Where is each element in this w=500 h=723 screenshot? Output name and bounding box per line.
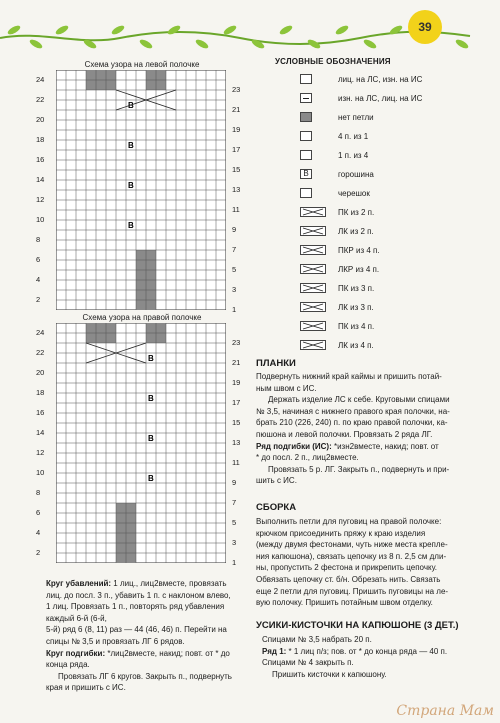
text-line: 5-й) ряд 6 (8, 11) раз — 44 (46, 46) п. Перейти на — [46, 625, 227, 635]
row-number-left: 22 — [36, 348, 45, 357]
cross-right-2-symbol — [300, 207, 326, 217]
row-number-left: 20 — [36, 115, 45, 124]
row-number-right: 7 — [232, 498, 237, 507]
no-stitch-symbol — [300, 112, 312, 122]
legend-item — [300, 110, 374, 124]
text-line: Подвернуть нижний край каймы и пришить потай- — [256, 372, 442, 381]
row-number-left: 14 — [36, 428, 45, 437]
row-number-left: 4 — [36, 528, 41, 537]
text-line: Пришить кисточки к капюшону. — [272, 669, 387, 679]
row-number-left: 8 — [36, 235, 41, 244]
legend-label: горошина — [338, 169, 374, 179]
legend-label: черешок — [338, 188, 370, 198]
text-line: спицы № 3,5 и провязать ЛГ 6 рядов. — [46, 636, 185, 646]
row-number-left: 12 — [36, 195, 45, 204]
text-line — [256, 441, 496, 453]
svg-text:B: B — [128, 181, 134, 190]
legend-label: ЛК из 3 п. — [338, 302, 374, 312]
text-line: края и пришить с ИС. — [46, 683, 126, 693]
legend-item — [300, 262, 379, 276]
cross-right-4-symbol — [300, 321, 326, 331]
legend-label: изн. на ЛС, лиц. на ИС — [338, 93, 423, 103]
legend-label: ПКР из 4 п. — [338, 245, 380, 255]
cross-right-3-symbol — [300, 283, 326, 293]
text-line: ния капюшона), связать цепочку из 8 п. 2,5 см дли- — [256, 551, 447, 561]
planki-body — [256, 371, 496, 487]
row-number-right: 13 — [232, 438, 241, 447]
svg-text:B: B — [148, 474, 154, 483]
row-number-right: 1 — [232, 305, 237, 314]
text-line: брать 210 (226, 240) п. по краю правой полочки, ка- — [256, 418, 448, 428]
svg-text:B: B — [128, 101, 134, 110]
legend-label: ЛК из 4 п. — [338, 340, 374, 350]
legend-title: УСЛОВНЫЕ ОБОЗНАЧЕНИЯ — [275, 57, 391, 66]
legend-item — [300, 129, 368, 143]
text-line: вую полочку. Пришить потайным швом отделку. — [256, 598, 433, 608]
usiki-heading: УСИКИ-КИСТОЧКИ НА КАПЮШОНЕ (3 ДЕТ.) — [256, 620, 459, 631]
legend-label: нет петли — [338, 112, 374, 122]
legend-label: лиц. на ЛС, изн. на ИС — [338, 74, 423, 84]
legend-label: ПК из 4 п. — [338, 321, 375, 331]
row-text: * 1 лиц п/з; пов. от * до конца ряда — 40 п. — [286, 646, 448, 656]
row-number-left: 2 — [36, 548, 41, 557]
text-line: Обвязать цепочку ст. б/н. Обрезать нить. Связать — [256, 574, 441, 584]
text-line: Держать изделие ЛС к себе. Круговыми спицами — [268, 395, 450, 405]
row-number-left: 16 — [36, 155, 45, 164]
row-number-right: 23 — [232, 338, 241, 347]
row-number-right: 19 — [232, 378, 241, 387]
text-line: Спицами № 4 закрыть п. — [262, 658, 354, 668]
text-line: еще 2 петли для пуговиц. Пришить пуговицы на ле- — [256, 586, 449, 596]
row-number-right: 15 — [232, 418, 241, 427]
bobble-symbol: B — [300, 169, 312, 179]
text-line: 1 лиц. Провязать 1 п., повторять ряд убавления каждый 6-й (6-й, — [46, 602, 225, 623]
legend-item — [300, 205, 374, 219]
text-line: шить с ИС. — [256, 476, 297, 486]
legend-label: ЛК из 2 п. — [338, 226, 374, 236]
row-number-right: 7 — [232, 245, 237, 254]
row-number-right: 11 — [232, 458, 240, 467]
legend-item — [300, 186, 370, 200]
row-number-right: 15 — [232, 165, 241, 174]
text-line: ным швом с ИС. — [256, 383, 317, 393]
row-text: *изн2вместе, накид; повт. от — [331, 441, 439, 451]
row-number-left: 24 — [36, 75, 45, 84]
text-line: лиц. до посл. 3 п., убавить 1 п. с наклоном влево, — [46, 590, 231, 600]
row-number-right: 19 — [232, 125, 241, 134]
krug-ubav-body — [46, 578, 251, 694]
row-number-left: 10 — [36, 468, 45, 477]
row-label: Круг убавлений: — [46, 579, 112, 588]
cross-left-2-symbol — [300, 226, 326, 236]
stem-symbol — [300, 188, 312, 198]
row-number-left: 2 — [36, 295, 41, 304]
legend-item — [300, 243, 380, 257]
legend-label: ЛКР из 4 п. — [338, 264, 380, 274]
text-line: крючком присоединить пряжу к краю изделия — [256, 528, 426, 538]
text-line: Провязать 5 р. ЛГ. Закрыть п., подвернуть и при- — [268, 464, 450, 474]
row-number-left: 16 — [36, 408, 45, 417]
row-number-right: 9 — [232, 478, 237, 487]
row-number-right: 5 — [232, 518, 237, 527]
row-number-left: 8 — [36, 488, 41, 497]
row-label: Ряд подгибки (ИС): — [256, 441, 332, 451]
row-number-left: 4 — [36, 275, 41, 284]
row-number-right: 21 — [232, 105, 241, 114]
purl-symbol — [300, 93, 312, 103]
row-text: *лиц2вместе, накид; повт. от * до — [105, 648, 230, 658]
cross-left-4-symbol — [300, 340, 326, 350]
row-number-left: 14 — [36, 175, 45, 184]
legend-item — [300, 148, 368, 162]
chart-left-title: Схема узора на левой полочке — [84, 60, 200, 69]
row-number-left: 6 — [36, 255, 41, 264]
chart-left-grid — [56, 70, 226, 310]
page-number: 39 — [408, 10, 442, 44]
cross-right-4-p-symbol — [300, 245, 326, 255]
row-number-right: 13 — [232, 185, 241, 194]
row-number-left: 10 — [36, 215, 45, 224]
cross-left-4-p-symbol — [300, 264, 326, 274]
row-number-right: 11 — [232, 205, 240, 214]
row-number-left: 18 — [36, 388, 45, 397]
row-text: 1 лиц., лиц2вместе, провязать — [111, 579, 227, 588]
svg-text:B: B — [148, 394, 154, 403]
text-line: Выполнить петли для пуговиц на правой полочке: — [256, 517, 442, 526]
legend-label: 1 п. из 4 — [338, 150, 369, 160]
row-number-left: 6 — [36, 508, 41, 517]
svg-text:B: B — [148, 354, 154, 363]
chart-right-grid — [56, 323, 226, 563]
usiki-body — [262, 634, 496, 680]
watermark-logo: Страна Мам — [396, 703, 494, 719]
row-number-left: 22 — [36, 95, 45, 104]
row-number-right: 3 — [232, 538, 237, 547]
row-number-left: 20 — [36, 368, 45, 377]
sborka-body — [256, 516, 496, 609]
chart-right-title: Схема узора на правой полочке — [82, 313, 202, 322]
svg-text:B: B — [128, 221, 134, 230]
legend-item — [300, 281, 374, 295]
text-line: * до посл. 2 п., лиц2вместе. — [256, 453, 359, 463]
row-number-right: 17 — [232, 145, 241, 154]
text-line — [46, 578, 251, 590]
knit-symbol — [300, 74, 312, 84]
row-number-right: 21 — [232, 358, 241, 367]
legend-item — [300, 167, 374, 181]
text-line — [262, 646, 496, 658]
legend-item — [300, 224, 374, 238]
four-from-one-symbol — [300, 131, 312, 141]
row-number-right: 17 — [232, 398, 241, 407]
row-number-right: 9 — [232, 225, 237, 234]
legend-item — [300, 338, 374, 352]
svg-text:B: B — [128, 141, 134, 150]
text-line: пюшона и левой полочки. Провязать 2 ряда ЛГ. — [256, 429, 433, 439]
row-number-left: 18 — [36, 135, 45, 144]
row-number-right: 1 — [232, 558, 237, 567]
row-label: Ряд 1: — [262, 646, 287, 656]
text-line: Спицами № 3,5 набрать 20 п. — [262, 635, 372, 644]
legend-item — [300, 72, 422, 86]
text-line: № 3,5, начиная с нижнего правого края полочки, на- — [256, 406, 450, 416]
text-line — [46, 648, 251, 660]
row-number-right: 3 — [232, 285, 237, 294]
row-number-left: 12 — [36, 448, 45, 457]
legend-item — [300, 300, 374, 314]
one-from-four-symbol — [300, 150, 312, 160]
text-line: (между двумя фестонами, чуть ниже места крепле- — [256, 540, 448, 550]
cross-left-3-symbol — [300, 302, 326, 312]
row-label: Круг подгибки: — [46, 648, 106, 658]
legend-label: ПК из 2 п. — [338, 207, 375, 217]
text-line: конца ряда. — [46, 660, 90, 670]
legend-label: ПК из 3 п. — [338, 283, 375, 293]
legend-label: 4 п. из 1 — [338, 131, 369, 141]
legend-item — [300, 91, 422, 105]
legend-item — [300, 319, 374, 333]
text-line: ны, пропустить 2 фестона и прикрепить цепочку. — [256, 563, 438, 573]
sborka-heading: СБОРКА — [256, 502, 297, 513]
row-number-right: 5 — [232, 265, 237, 274]
planki-heading: ПЛАНКИ — [256, 358, 296, 369]
text-line: Провязать ЛГ 6 кругов. Закрыть п., подвернуть — [58, 671, 232, 681]
svg-text:B: B — [148, 434, 154, 443]
row-number-right: 23 — [232, 85, 241, 94]
row-number-left: 24 — [36, 328, 45, 337]
